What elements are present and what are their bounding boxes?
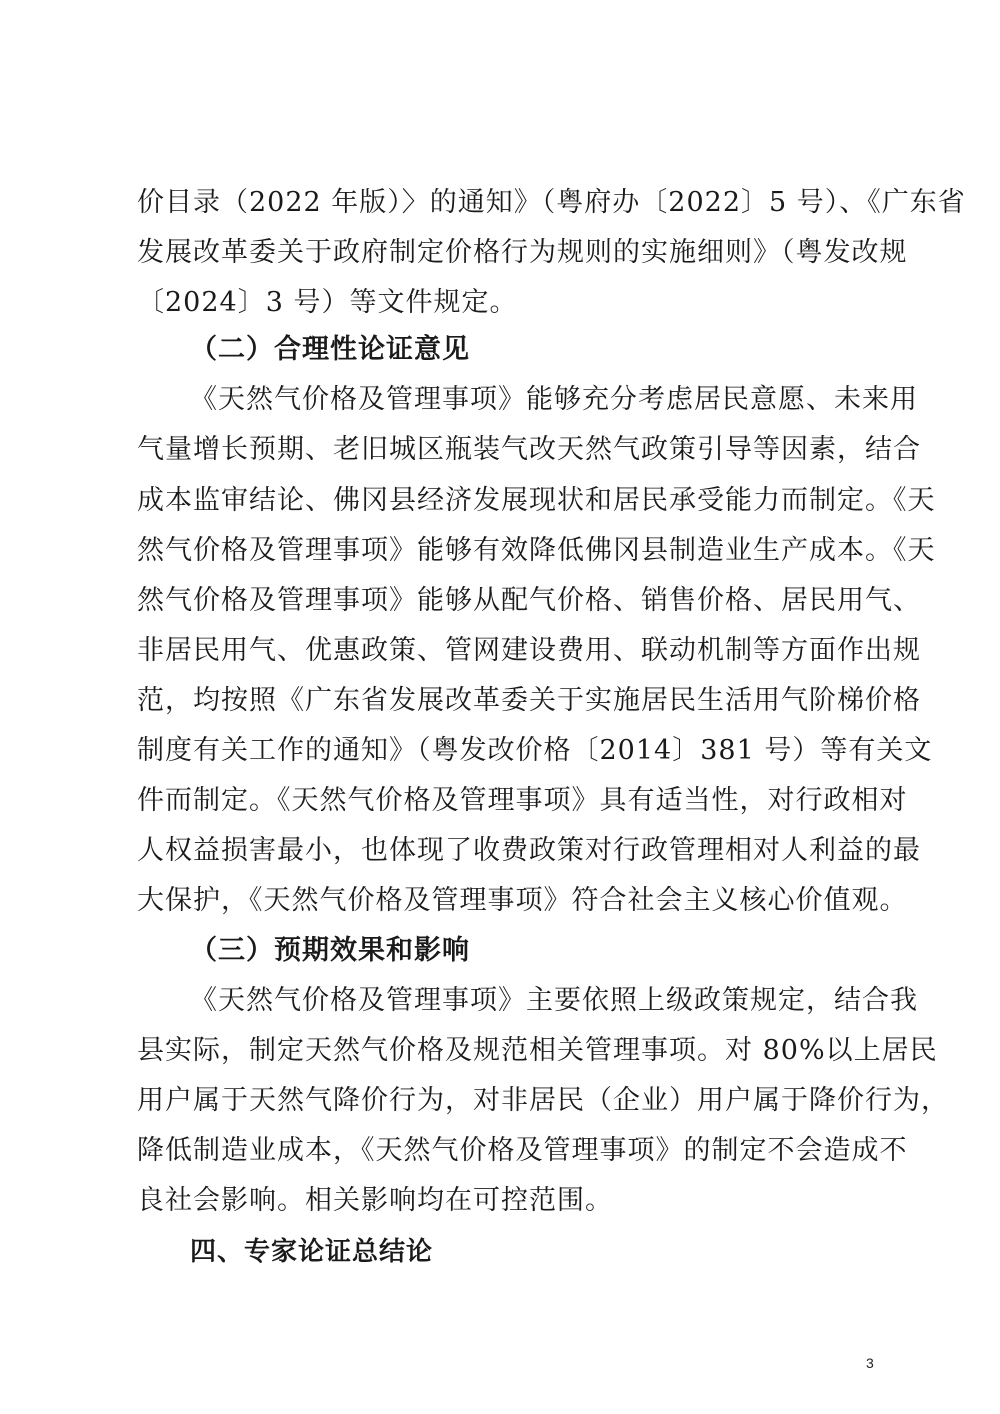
body-text-line: 县实际，制定天然气价格及规范相关管理事项。对 80%以上居民 — [137, 1035, 938, 1066]
body-text-line: 人权益损害最小，也体现了收费政策对行政管理相对人利益的最 — [137, 835, 921, 866]
body-text-line: 件而制定。《天然气价格及管理事项》具有适当性，对行政相对 — [137, 785, 908, 816]
body-text-line: 成本监审结论、佛冈县经济发展现状和居民承受能力而制定。《天 — [137, 485, 936, 516]
body-text-line: 《天然气价格及管理事项》主要依照上级政策规定，结合我 — [190, 985, 918, 1016]
section-heading-effects: （三）预期效果和影响 — [190, 935, 470, 966]
body-text-line: 制度有关工作的通知》（粤发改价格〔2014〕381 号）等有关文 — [137, 735, 933, 766]
body-text-line: 良社会影响。相关影响均在可控范围。 — [137, 1185, 613, 1216]
body-text-line: 《天然气价格及管理事项》能够充分考虑居民意愿、未来用 — [190, 384, 918, 415]
section-heading-rationality: （二）合理性论证意见 — [190, 334, 470, 365]
body-text-line: 然气价格及管理事项》能够有效降低佛冈县制造业生产成本。《天 — [137, 535, 936, 566]
body-text-line: 然气价格及管理事项》能够从配气价格、销售价格、居民用气、 — [137, 585, 921, 616]
page-number: 3 — [866, 1355, 874, 1371]
body-text-line: 〔2024〕3 号）等文件规定。 — [137, 287, 518, 318]
section-heading-conclusion: 四、专家论证总结论 — [190, 1237, 434, 1267]
body-text-line: 用户属于天然气降价行为，对非居民（企业）用户属于降价行为， — [137, 1085, 949, 1116]
body-text-line: 降低制造业成本，《天然气价格及管理事项》的制定不会造成不 — [137, 1135, 908, 1166]
body-text-line: 范，均按照《广东省发展改革委关于实施居民生活用气阶梯价格 — [137, 685, 921, 716]
body-text-line: 发展改革委关于政府制定价格行为规则的实施细则》（粤发改规 — [137, 237, 908, 268]
body-text-line: 价目录（2022 年版）〉的通知》（粤府办〔2022〕5 号）、《广东省 — [137, 187, 966, 218]
body-text-line: 非居民用气、优惠政策、管网建设费用、联动机制等方面作出规 — [137, 635, 921, 666]
body-text-line: 气量增长预期、老旧城区瓶装气改天然气政策引导等因素，结合 — [137, 434, 921, 465]
body-text-line: 大保护，《天然气价格及管理事项》符合社会主义核心价值观。 — [137, 885, 908, 916]
